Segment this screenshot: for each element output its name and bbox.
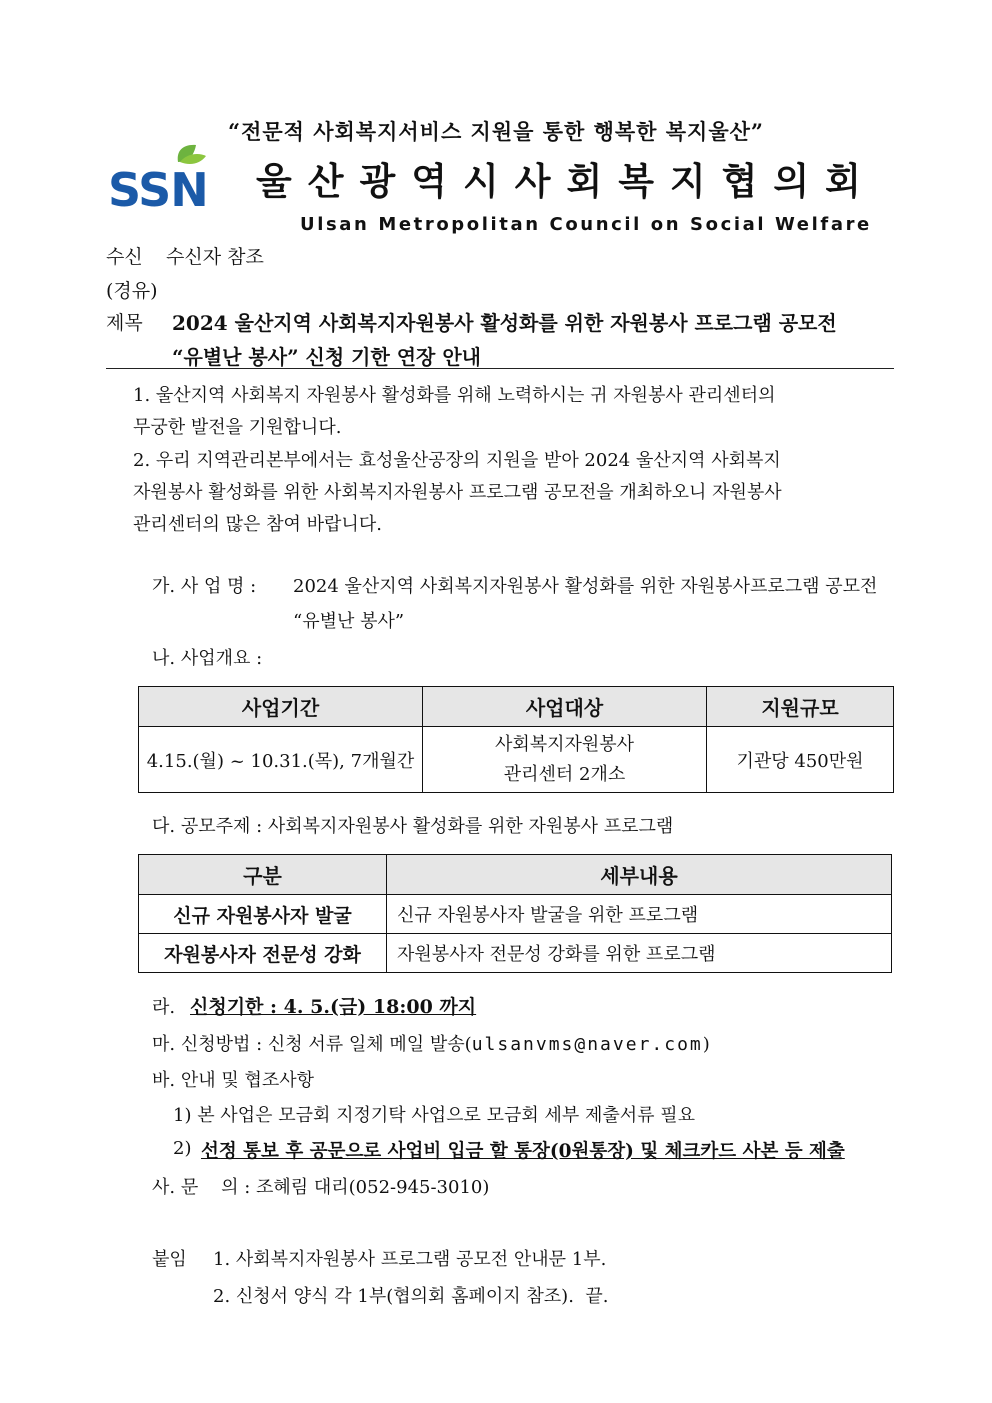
overview-header-target: 사업대상 [423, 687, 707, 727]
subject-label: 제목 [106, 312, 143, 334]
theme-header-detail: 세부내용 [387, 855, 892, 895]
item-ma-close: ) [702, 1034, 710, 1055]
table-row [139, 895, 892, 934]
item-ga-value-line2: “유별난 봉사” [293, 611, 405, 632]
theme-detail: 자원봉사자 전문성 강화를 위한 프로그램 [387, 934, 892, 973]
attachment-item-1: 1. 사회복지자원봉사 프로그램 공모전 안내문 1부. [213, 1249, 607, 1270]
item-ba: 바. 안내 및 협조사항 [152, 1070, 314, 1091]
item-na-label: 나. 사업개요 : [152, 648, 263, 669]
paragraph-1-line1: 1. 울산지역 사회복지 자원봉사 활성화를 위해 노력하시는 귀 자원봉사 관리센터의 [133, 385, 776, 406]
via-label: (경유) [106, 280, 158, 302]
table-row [139, 934, 892, 973]
ssn-logo [106, 142, 216, 212]
theme-detail: 신규 자원봉사자 발굴을 위한 프로그램 [387, 895, 892, 934]
attachment-label: 붙임 [152, 1249, 187, 1270]
overview-header-period: 사업기간 [139, 687, 423, 727]
item-ba-1: 1) 본 사업은 모금회 지정기탁 사업으로 모금회 세부 제출서류 필요 [173, 1105, 696, 1126]
svg-text:SSN: SSN [108, 163, 208, 212]
subject-line1: 2024 울산지역 사회복지자원봉사 활성화를 위한 자원봉사 프로그램 공모전 [172, 311, 837, 335]
theme-category: 신규 자원봉사자 발굴 [139, 895, 387, 934]
item-ga-value-line1: 2024 울산지역 사회복지자원봉사 활성화를 위한 자원봉사프로그램 공모전 [293, 576, 878, 597]
overview-target-line1: 사회복지자원봉사 [494, 733, 635, 755]
theme-header-category: 구분 [139, 855, 387, 895]
overview-header-scale: 지원규모 [707, 687, 894, 727]
recipient-value: 수신자 참조 [166, 246, 264, 268]
theme-category: 자원봉사자 전문성 강화 [139, 934, 387, 973]
email-link[interactable]: ulsanvms@naver.com [471, 1034, 703, 1055]
item-ra-label: 라. [152, 997, 176, 1018]
overview-target [423, 727, 707, 793]
org-name-en: Ulsan Metropolitan Council on Social Welfare [300, 214, 872, 235]
overview-table [138, 686, 894, 793]
slogan: “전문적 사회복지서비스 지원을 통한 행복한 복지울산” [227, 119, 764, 144]
item-sa: 사. 문 의 : 조혜림 대리(052-945-3010) [152, 1177, 490, 1198]
paragraph-2-line3: 관리센터의 많은 참여 바랍니다. [133, 514, 382, 535]
paragraph-2-line2: 자원봉사 활성화를 위한 사회복지자원봉사 프로그램 공모전을 개최하오니 자원봉사 [133, 482, 782, 503]
org-name: 울산광역시사회복지협의회 [256, 159, 877, 203]
subject-divider [106, 368, 894, 369]
overview-target-line2: 관리센터 2개소 [503, 763, 626, 785]
recipient-label: 수신 [106, 246, 143, 268]
subject-line2: “유별난 봉사” 신청 기한 연장 안내 [172, 345, 481, 369]
overview-scale: 기관당 450만원 [707, 727, 894, 793]
item-ra-deadline: 신청기한 : 4. 5.(금) 18:00 까지 [190, 996, 477, 1018]
item-ma-text: 마. 신청방법 : 신청 서류 일체 메일 발송( [152, 1034, 472, 1055]
attachment-item-2: 2. 신청서 양식 각 1부(협의회 홈페이지 참조). 끝. [213, 1286, 609, 1307]
item-ba-2-num: 2) [173, 1138, 192, 1159]
paragraph-1-line2: 무궁한 발전을 기원합니다. [133, 417, 342, 438]
item-ga-label: 가. 사 업 명 : [152, 576, 257, 597]
item-ma [152, 1030, 710, 1056]
overview-period: 4.15.(월) ~ 10.31.(목), 7개월간 [139, 727, 423, 793]
item-ba-2-text: 선정 통보 후 공문으로 사업비 입금 할 통장(0원통장) 및 체크카드 사본 등 제출 [201, 1141, 845, 1162]
theme-table [138, 854, 892, 973]
item-da: 다. 공모주제 : 사회복지자원봉사 활성화를 위한 자원봉사 프로그램 [152, 816, 674, 837]
paragraph-2-line1: 2. 우리 지역관리본부에서는 효성울산공장의 지원을 받아 2024 울산지역 사회복지 [133, 450, 781, 471]
